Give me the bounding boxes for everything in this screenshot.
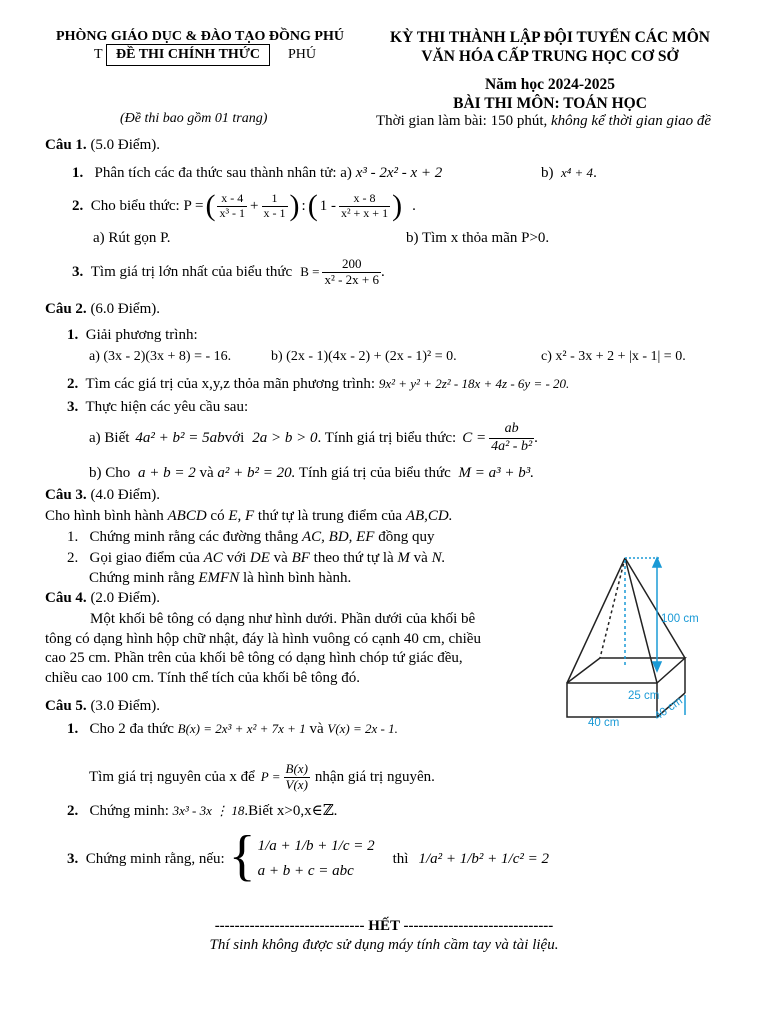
box-height-label: 25 cm bbox=[628, 690, 660, 702]
q3-item2-line2: Chứng minh rằng EMFN là hình bình hành. bbox=[89, 570, 352, 586]
box-top-edges bbox=[567, 658, 685, 683]
pyramid-box-diagram bbox=[560, 555, 710, 735]
concrete-block-figure bbox=[560, 555, 710, 741]
depth-label: 40 cm bbox=[652, 694, 686, 723]
q1-part1: 1. Phân tích các đa thức sau thành nhân tử: a) x³ - 2x² - x + 2 bbox=[72, 165, 443, 181]
pyramid-edge bbox=[567, 558, 625, 683]
q3-item1: 1. Chứng minh rằng các đường thẳng AC, BD, EF đồng quy bbox=[67, 529, 435, 545]
end-marker: ------------------------------ HẾT ------------------------------ bbox=[214, 918, 554, 934]
width-label: 40 cm bbox=[588, 717, 620, 729]
q5-part2: 2. Chứng minh: 3x³ - 3x ⋮ 18.Biết x>0,x∈ℤ. bbox=[67, 803, 338, 819]
fraction: $\frac{x - 4}{\text{x³ - 1}}$ bbox=[219, 190, 246, 220]
footer-note: Thí sinh không được sử dụng máy tính cầm tay và tài liệu. bbox=[209, 937, 559, 953]
q5-part1: 1. Cho 2 đa thức B(x) = 2x³ + x² + 7x + 1 và V(x) = 2x - 1. bbox=[67, 721, 398, 737]
q2-part1a: a) (3x - 2)(3x + 8) = - 16. bbox=[89, 349, 232, 364]
q3-heading: Câu 3. (4.0 Điểm). bbox=[45, 487, 161, 503]
pyramid-hidden-edge bbox=[600, 558, 625, 658]
q2-part1b: b) (2x - 1)(4x - 2) + (2x - 1)² = 0. bbox=[271, 349, 457, 364]
q2-part3: 3. Thực hiện các yêu cầu sau: bbox=[67, 399, 249, 415]
exam-time: Thời gian làm bài: 150 phút, không kể thời gian giao đề bbox=[376, 113, 712, 129]
q2-part3b: b) Cho a + b = 2 và a² + b² = 20. Tính giá trị của biểu thức M = a³ + b³. bbox=[89, 465, 534, 481]
q2-part2: 2. Tìm các giá trị của x,y,z thỏa mãn phương trình: 9x² + y² + 2z² - 18x + 4z - 6y = - 20. bbox=[67, 376, 570, 392]
q1-part3: 3. Tìm giá trị lớn nhất của biểu thức B = $\frac{200}{\text{x² - 2x + 6}}$ . bbox=[72, 255, 385, 287]
exam-title: KỲ THI THÀNH LẬP ĐỘI TUYỂN CÁC MÔN VĂN HÓA CẤP TRUNG HỌC CƠ SỞ Năm học 2024-2025 BÀI THI MÔN: TOÁN HỌC bbox=[390, 29, 710, 113]
pyramid-edge bbox=[625, 558, 685, 658]
q5-part1-find: Tìm giá trị nguyên của x để P = $\frac{B(x)}{V(x)}$ nhận giá trị nguyên. bbox=[89, 760, 435, 792]
height-label: 100 cm bbox=[661, 613, 699, 625]
arrow-up-icon bbox=[653, 558, 661, 567]
pages-note: (Đề thi bao gồm 01 trang) bbox=[120, 111, 268, 126]
q2-part3a: a) Biết 4a² + b² = 5ab với 2a > b > 0 . Tính giá trị biểu thức: C = $\frac{ab}{\text{4a² - b²}}$ . bbox=[89, 421, 538, 454]
q1-part1b: b) x⁴ + 4. bbox=[541, 165, 597, 181]
pyramid-edge bbox=[625, 558, 657, 683]
official-exam-stamp: ĐỀ THI CHÍNH THỨC bbox=[106, 44, 270, 66]
q5-heading: Câu 5. (3.0 Điểm). bbox=[45, 698, 161, 714]
q2-part1: 1. Giải phương trình: bbox=[67, 327, 198, 343]
q2-heading: Câu 2. (6.0 Điểm). bbox=[45, 301, 161, 317]
q1-part2a: a) Rút gọn P. bbox=[93, 230, 171, 246]
q1-heading: Câu 1. (5.0 Điểm). bbox=[45, 137, 161, 153]
q1-part2: 2. Cho biểu thức: P = ( $\frac{x - 4}{\text{x³ - 1}}$ + $\frac{1}{x - 1}$ ) : ( 1 - $\frac{x - 8}{\text{x² + x + 1}}$ ) . bbox=[72, 189, 416, 223]
q5-part3: 3. Chứng minh rằng, nếu: { 1/a + 1/b + 1/c = 2 a + b + c = abc thì 1/a² + 1/b² + 1/c² = 2 bbox=[67, 825, 549, 887]
department-name: PHÒNG GIÁO DỤC & ĐÀO TẠO ĐỒNG PHÚ T PHÚ bbox=[56, 29, 344, 62]
q3-intro: Cho hình bình hành ABCD có E, F thứ tự là trung điểm của AB,CD. bbox=[45, 508, 453, 524]
q1-part2b: b) Tìm x thỏa mãn P>0. bbox=[406, 230, 550, 246]
q3-item2: 2. Gọi giao điểm của AC với DE và BF theo thứ tự là M và N. bbox=[67, 550, 446, 566]
q4-heading: Câu 4. (2.0 Điểm). bbox=[45, 590, 161, 606]
q2-part1c: c) x² - 3x + 2 + |x - 1| = 0. bbox=[541, 349, 686, 364]
q4-paragraph: Một khối bê tông có dạng như hình dưới. Phần dưới của khối bê tông có dạng hình hộp chữ nhật, đáy là hình vuông có cạnh 40 cm, chiều cao 25 cm. Phần trên của khối bê tông có dạng hình chóp tứ giác đều, chiều cao 100 cm. Tính thể tích của khối bê tông đó. bbox=[45, 611, 481, 686]
